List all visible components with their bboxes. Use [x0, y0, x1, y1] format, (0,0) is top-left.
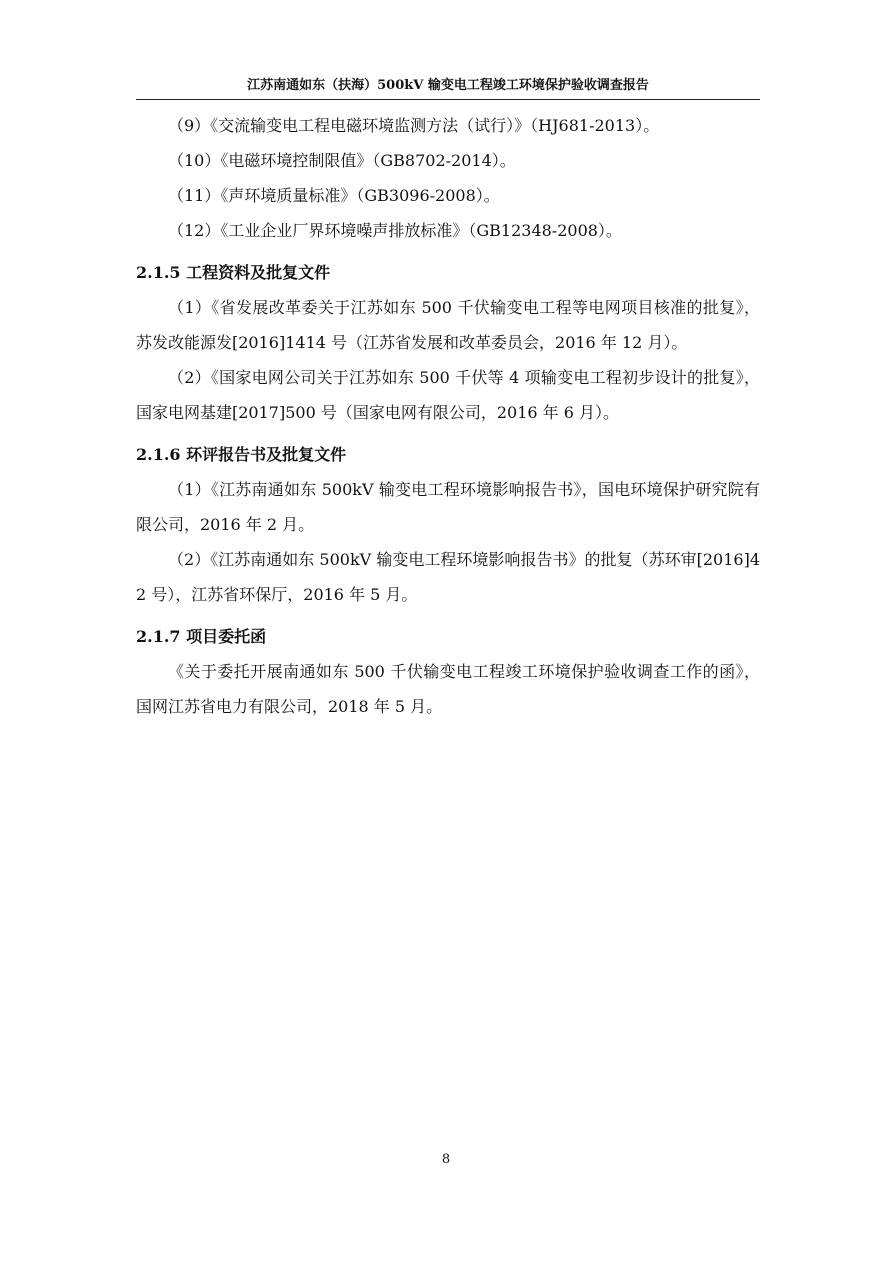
page-number: 8 — [441, 1152, 451, 1167]
section-2-1-6-paragraph-2: （2）《江苏南通如东 500kV 输变电工程环境影响报告书》的批复（苏环审[2016]42 号），江苏省环保厅，2016 年 5 月。 — [136, 550, 760, 604]
header-divider — [136, 99, 760, 100]
section-2-1-5-paragraph-2: （2）《国家电网公司关于江苏如东 500 千伏等 4 项输变电工程初步设计的批复》，国家电网基建[2017]500 号（国家电网有限公司，2016 年 6 月）。 — [136, 368, 760, 422]
section-2-1-6-heading: 2.1.6 环评报告书及批复文件 — [136, 445, 347, 464]
page-content — [136, 108, 760, 724]
standard-item-12: （12）《工业企业厂界环境噪声排放标准》（GB12348-2008）。 — [168, 221, 622, 240]
standard-item-11: （11）《声环境质量标准》（GB3096-2008）。 — [168, 186, 500, 205]
section-2-1-6-paragraph-1: （1）《江苏南通如东 500kV 输变电工程环境影响报告书》，国电环境保护研究院有限公司，2016 年 2 月。 — [136, 480, 760, 534]
standard-item-10: （10）《电磁环境控制限值》（GB8702-2014）。 — [168, 151, 516, 170]
standard-item-9: （9）《交流输变电工程电磁环境监测方法（试行）》（HJ681-2013）。 — [168, 116, 660, 135]
section-2-1-7-heading: 2.1.7 项目委托函 — [136, 627, 267, 646]
section-2-1-5-paragraph-1: （1）《省发展改革委关于江苏如东 500 千伏输变电工程等电网项目核准的批复》，苏发改能源发[2016]1414 号（江苏省发展和改革委员会，2016 年 12 月）。 — [136, 298, 760, 352]
running-header-title: 江苏南通如东（扶海）500kV 输变电工程竣工环境保护验收调查报告 — [247, 78, 649, 93]
section-2-1-7-paragraph-1: 《关于委托开展南通如东 500 千伏输变电工程竣工环境保护验收调查工作的函》，国网江苏省电力有限公司，2018 年 5 月。 — [136, 662, 760, 716]
section-2-1-5-heading: 2.1.5 工程资料及批复文件 — [136, 263, 331, 282]
